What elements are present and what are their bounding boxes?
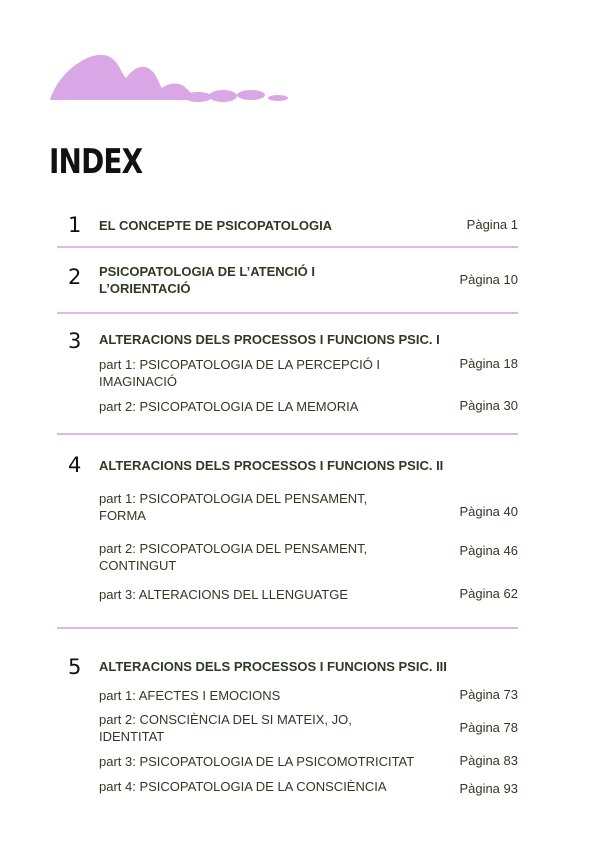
page-title: INDEX [49,142,143,182]
divider [57,627,518,629]
section-number: 3 [68,329,82,353]
part-line: part 2: PSICOPATOLOGIA DEL PENSAMENT, [99,541,368,556]
part-line: part 1: AFECTES I EMOCIONS [99,688,281,703]
page-number: Pàgina 1 [466,217,518,232]
section-title: ALTERACIONS DELS PROCESSOS I FUNCIONS PSIC. III [99,659,447,674]
part-line: part 3: ALTERACIONS DEL LLENGUATGE [99,587,349,602]
part-line: part 1: PSICOPATOLOGIA DE LA PERCEPCIÓ I [99,357,381,372]
page-number: Pàgina 30 [459,398,518,413]
section-title-line: PSICOPATOLOGIA DE L’ATENCIÓ I [99,264,315,279]
page-number: Pàgina 18 [459,356,518,371]
part-line: FORMA [99,508,146,523]
page-number: Pàgina 73 [459,687,518,702]
page-number: Pàgina 10 [459,272,518,287]
page-number: Pàgina 83 [459,753,518,768]
page-number: Pàgina 78 [459,720,518,735]
section-title: ALTERACIONS DELS PROCESSOS I FUNCIONS PSIC. I [99,332,440,347]
section-title: EL CONCEPTE DE PSICOPATOLOGIA [99,218,333,233]
page-number: Pàgina 46 [459,543,518,558]
divider [57,246,518,248]
section-number: 2 [68,265,82,289]
page-number: Pàgina 62 [459,586,518,601]
divider [57,433,518,435]
section-number: 4 [68,453,82,477]
page-number: Pàgina 40 [459,504,518,519]
section-number: 5 [68,655,82,679]
part-line: part 2: PSICOPATOLOGIA DE LA MEMORIA [99,399,359,414]
part-line: part 4: PSICOPATOLOGIA DE LA CONSCIÈNCIA [99,779,387,794]
part-line: part 1: PSICOPATOLOGIA DEL PENSAMENT, [99,491,368,506]
decorative-cloud-shape [48,48,293,106]
page-number: Pàgina 93 [459,781,518,796]
part-line: IMAGINACIÓ [99,374,178,389]
part-line: CONTINGUT [99,558,177,573]
section-number: 1 [68,213,82,237]
part-line: part 2: CONSCIÈNCIA DEL SI MATEIX, JO, [99,712,352,727]
divider [57,312,518,314]
part-line: part 3: PSICOPATOLOGIA DE LA PSICOMOTRICITAT [99,754,415,769]
part-line: IDENTITAT [99,729,165,744]
section-title: ALTERACIONS DELS PROCESSOS I FUNCIONS PSIC. II [99,458,444,473]
section-title-line: L’ORIENTACIÓ [99,281,191,296]
